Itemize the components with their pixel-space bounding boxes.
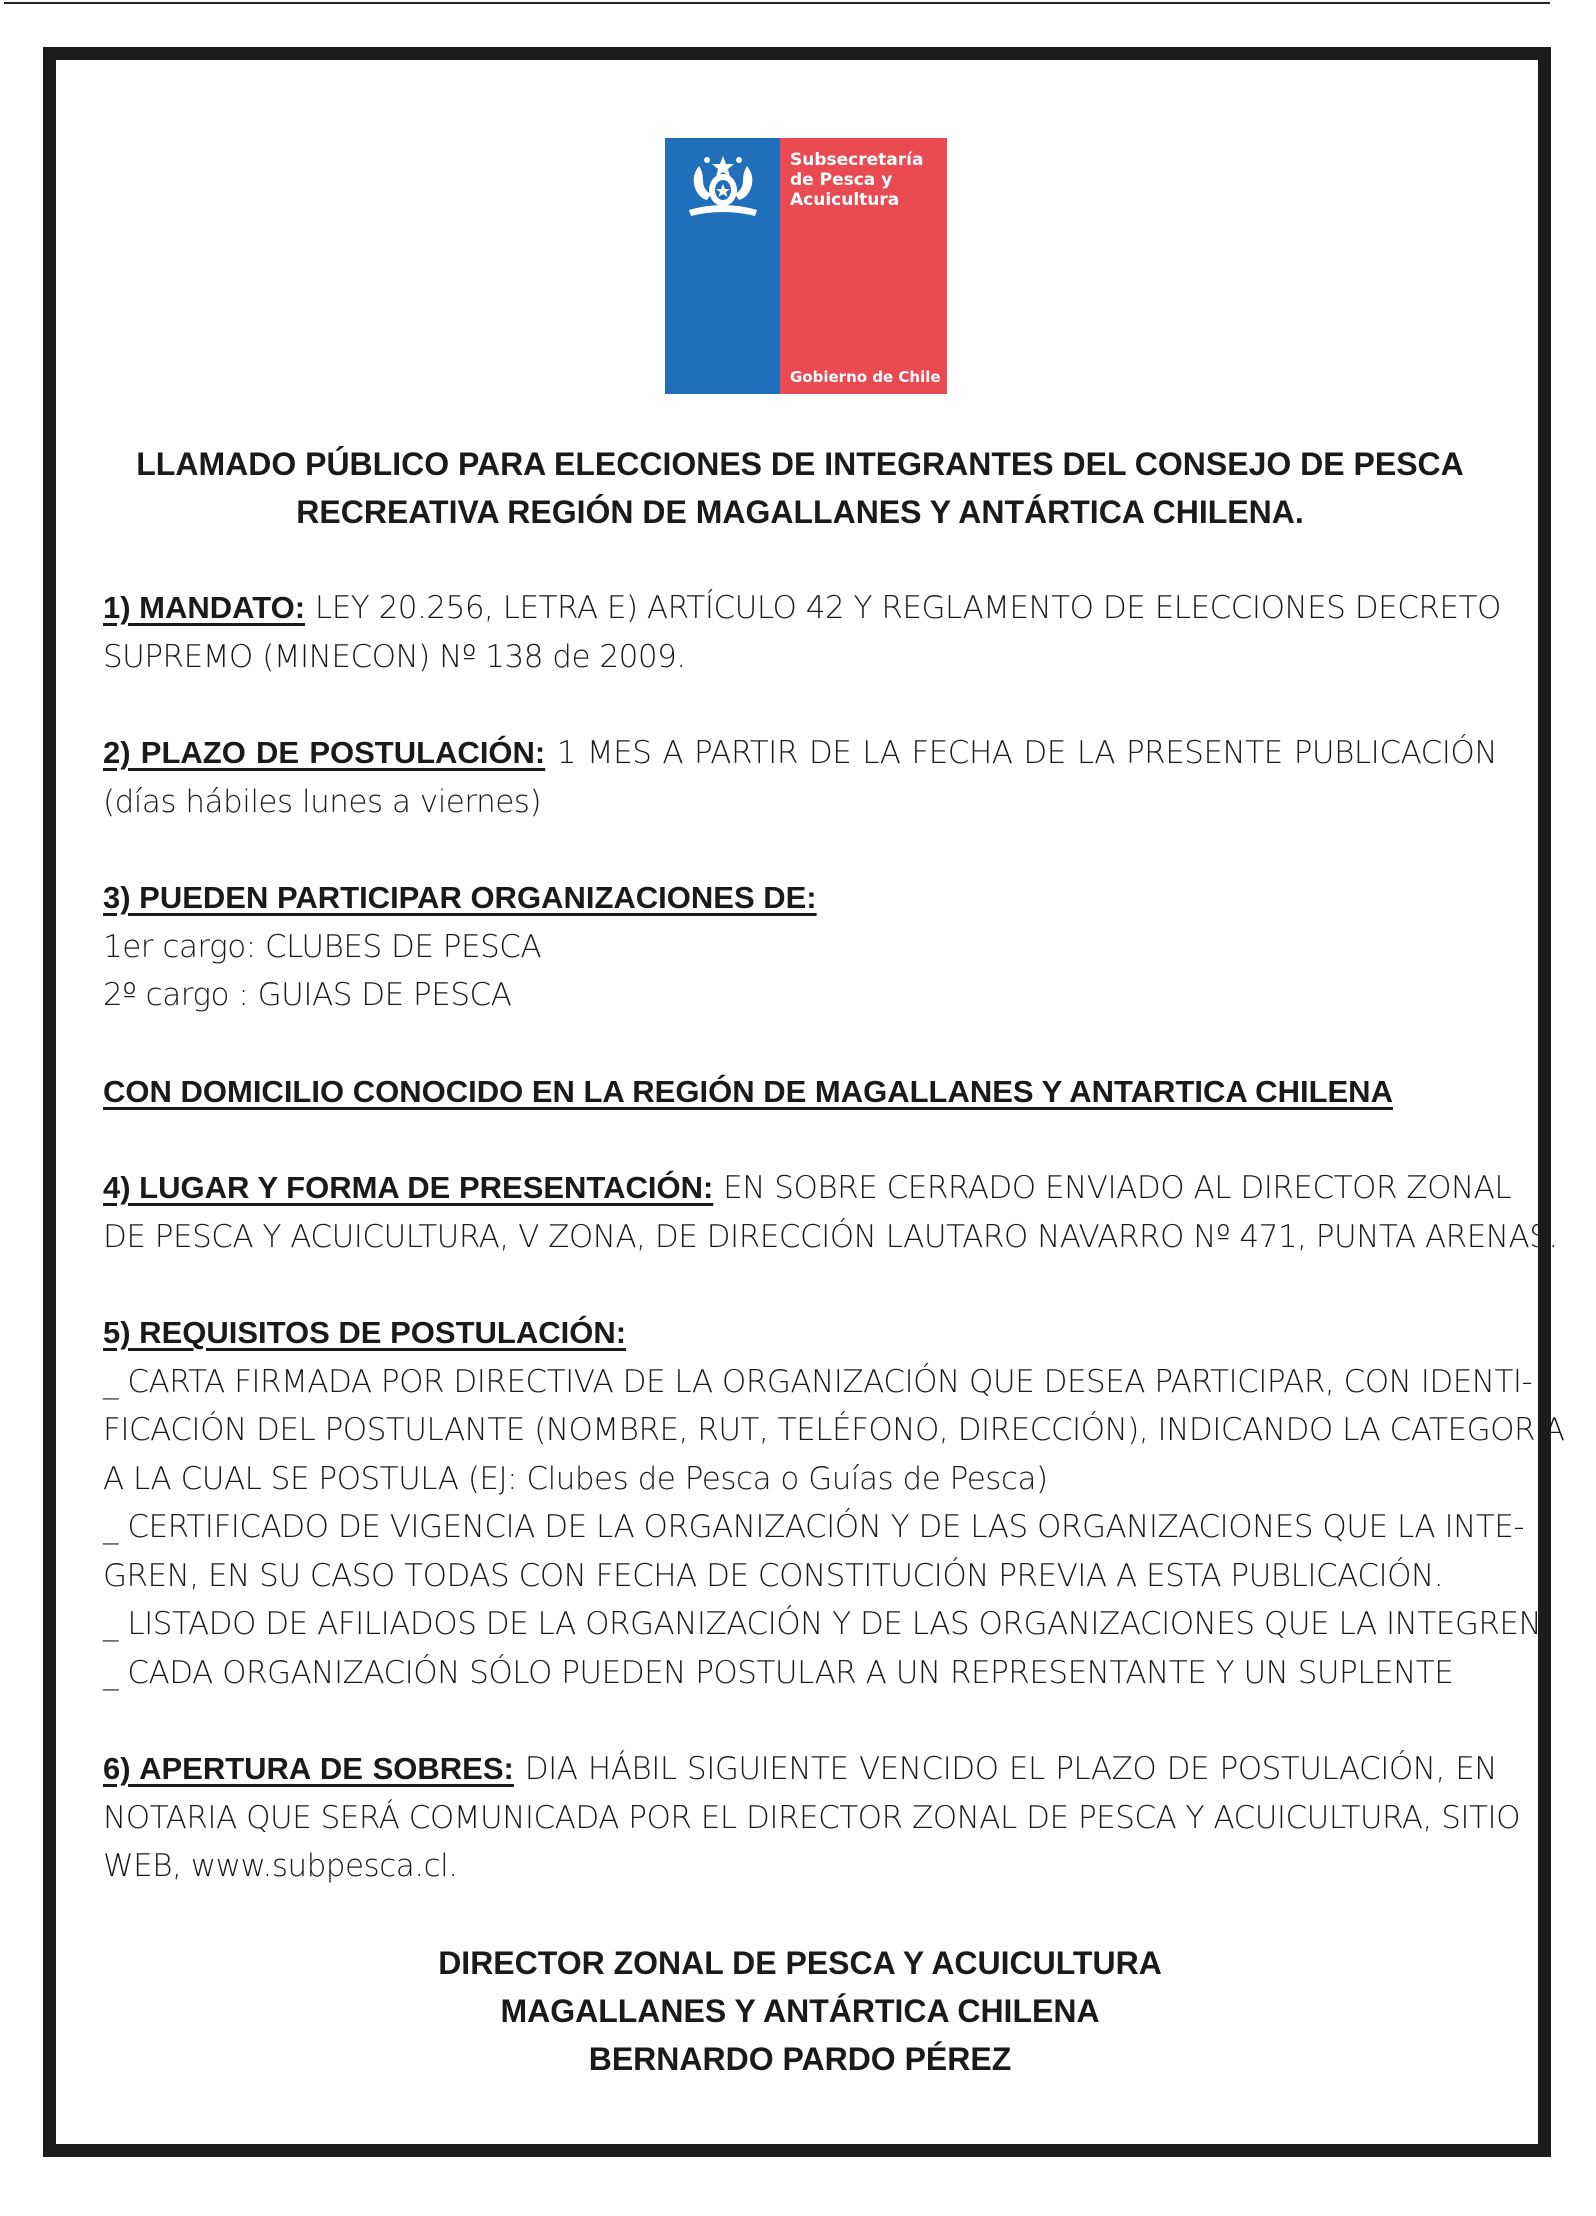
section-line — [103, 633, 1497, 682]
requirement-line — [103, 1406, 1565, 1455]
section-line — [103, 729, 1497, 778]
section-text: LEY 20.256, LETRA E) ARTÍCULO 42 Y REGLAMENTO DE ELECCIONES DECRETO — [314, 590, 1501, 626]
list-item — [103, 971, 1497, 1020]
section-text: _ CARTA FIRMADA POR DIRECTIVA DE LA ORGANIZACIÓN QUE DESEA PARTICIPAR, CON IDENTI- — [103, 1363, 1533, 1400]
logo-blue-panel — [665, 138, 780, 394]
section-heading: 2) PLAZO DE POSTULACIÓN: — [103, 735, 546, 770]
signature-name: BERNARDO PARDO PÉREZ — [588, 2040, 1012, 2077]
requirement-line — [103, 1503, 1525, 1552]
signature-line: DIRECTOR ZONAL DE PESCA Y ACUICULTURA — [438, 1944, 1162, 1981]
section-line — [103, 1213, 1558, 1262]
section-text: (días hábiles lunes a viernes) — [103, 783, 542, 820]
section-submission — [103, 1164, 1558, 1261]
section-text: _ CADA ORGANIZACIÓN SÓLO PUEDEN POSTULAR A UN REPRESENTANTE Y UN SUPLENTE — [103, 1654, 1454, 1691]
chile-coat-of-arms-icon — [677, 146, 769, 226]
notice-frame — [43, 47, 1565, 2157]
section-line — [103, 1745, 1497, 1794]
section-text: DE PESCA Y ACUICULTURA, V ZONA, DE DIRECCIÓN LAUTARO NAVARRO Nº 471, PUNTA ARENAS. — [103, 1218, 1558, 1255]
section-participants — [103, 874, 1497, 1020]
section-text: DIA HÁBIL SIGUIENTE VENCIDO EL PLAZO DE POSTULACIÓN, EN — [524, 1751, 1497, 1787]
section-text: EN SOBRE CERRADO ENVIADO AL DIRECTOR ZONAL — [723, 1170, 1512, 1206]
section-text: 2º cargo : GUIAS DE PESCA — [103, 977, 512, 1013]
subpesca-logo — [665, 138, 947, 394]
notice-title — [103, 440, 1497, 536]
section-requirements — [103, 1309, 1565, 1697]
section-domicile — [103, 1068, 1497, 1117]
requirement-line — [103, 1455, 1497, 1504]
section-heading: 3) PUEDEN PARTICIPAR ORGANIZACIONES DE: — [103, 880, 817, 915]
top-rule — [4, 2, 1550, 4]
signature-block — [103, 1939, 1497, 2083]
section-text: _ CERTIFICADO DE VIGENCIA DE LA ORGANIZACIÓN Y DE LAS ORGANIZACIONES QUE LA INTE- — [103, 1509, 1525, 1545]
title-line: LLAMADO PÚBLICO PARA ELECCIONES DE INTEGRANTES DEL CONSEJO DE PESCA — [136, 446, 1464, 482]
section-opening — [103, 1745, 1521, 1891]
section-line — [103, 1309, 1497, 1358]
section-text: FICACIÓN DEL POSTULANTE (NOMBRE, RUT, TELÉFONO, DIRECCIÓN), INDICANDO LA CATEGORÍA — [103, 1412, 1565, 1448]
section-heading: 5) REQUISITOS DE POSTULACIÓN: — [103, 1315, 627, 1350]
section-text: A LA CUAL SE POSTULA (EJ: Clubes de Pesca o Guías de Pesca) — [103, 1460, 1048, 1497]
section-deadline — [103, 729, 1497, 826]
section-heading: 1) MANDATO: — [103, 590, 306, 625]
section-line — [103, 1068, 1497, 1117]
section-line — [103, 1842, 1497, 1891]
section-line — [103, 1794, 1521, 1843]
logo-name-line: Acuicultura — [790, 190, 900, 210]
section-heading: 6) APERTURA DE SOBRES: — [103, 1751, 514, 1786]
section-line — [103, 778, 1497, 827]
section-text: GREN, EN SU CASO TODAS CON FECHA DE CONSTITUCIÓN PREVIA A ESTA PUBLICACIÓN. — [103, 1557, 1444, 1594]
signature-line: MAGALLANES Y ANTÁRTICA CHILENA — [500, 1992, 1100, 2029]
section-text: SUPREMO (MINECON) Nº 138 de 2009. — [103, 638, 686, 675]
section-text: 1 MES A PARTIR DE LA FECHA DE LA PRESENTE PUBLICACIÓN — [556, 735, 1498, 771]
section-text: NOTARIA QUE SERÁ COMUNICADA POR EL DIRECTOR ZONAL DE PESCA Y ACUICULTURA, SITIO — [103, 1799, 1521, 1836]
requirement-line — [103, 1552, 1497, 1601]
domicile-heading: CON DOMICILIO CONOCIDO EN LA REGIÓN DE MAGALLANES Y ANTARTICA CHILENA — [103, 1073, 1393, 1109]
logo-government-label: Gobierno de Chile — [790, 368, 941, 386]
logo-red-panel — [780, 138, 947, 394]
website-text: WEB, www.subpesca.cl. — [103, 1848, 458, 1884]
requirement-line — [103, 1649, 1497, 1698]
notice-body — [103, 440, 1565, 2083]
requirement-line — [103, 1600, 1542, 1649]
logo-name-line: Subsecretaría — [790, 150, 924, 170]
logo-name-line: de Pesca y — [790, 170, 893, 190]
section-heading: 4) LUGAR Y FORMA DE PRESENTACIÓN: — [103, 1170, 714, 1205]
requirement-line — [103, 1358, 1533, 1407]
section-text: _ LISTADO DE AFILIADOS DE LA ORGANIZACIÓN Y DE LAS ORGANIZACIONES QUE LA INTEGREN — [103, 1606, 1542, 1642]
section-line — [103, 584, 1501, 633]
section-text: 1er cargo: CLUBES DE PESCA — [103, 928, 542, 965]
section-line — [103, 1164, 1512, 1213]
logo-institution-name — [790, 150, 923, 210]
section-mandate — [103, 584, 1501, 681]
section-line — [103, 874, 1497, 923]
title-line: RECREATIVA REGIÓN DE MAGALLANES Y ANTÁRTICA CHILENA. — [296, 494, 1304, 530]
list-item — [103, 923, 1497, 972]
